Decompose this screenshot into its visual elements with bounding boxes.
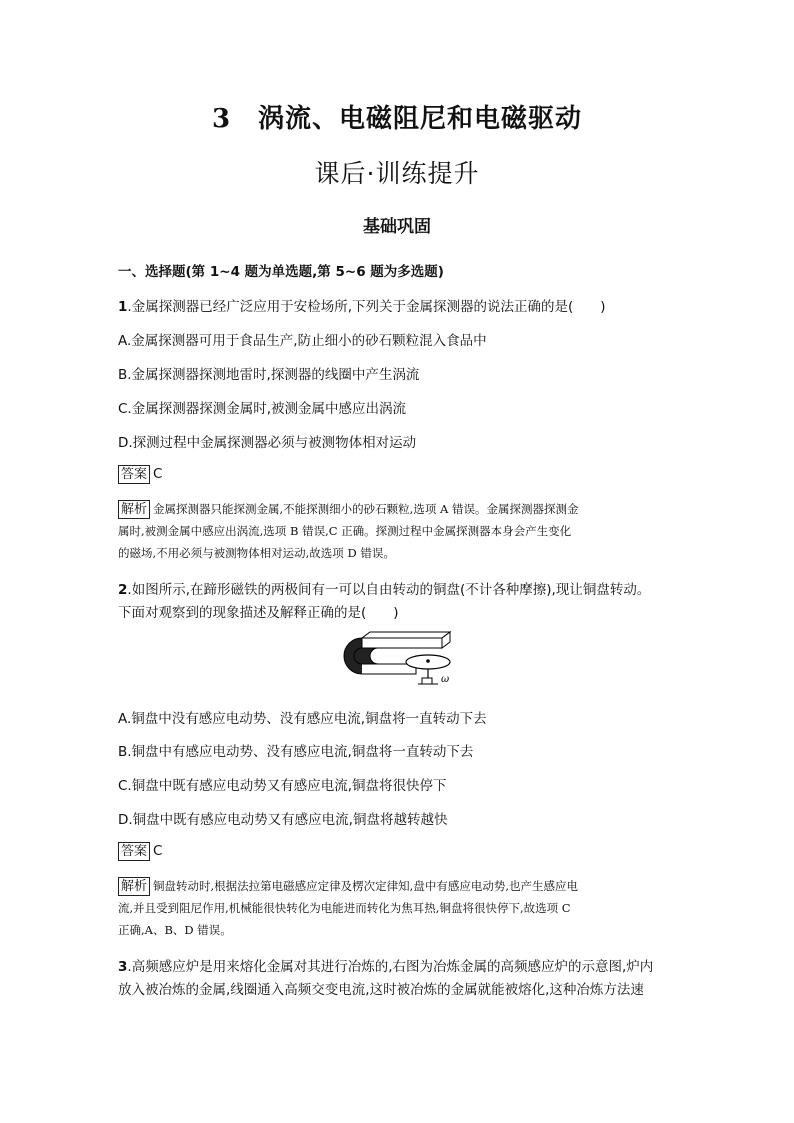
- page-subtitle: 课后·训练提升: [314, 159, 480, 188]
- analysis-line: 的磁场,不用必须与被测物体相对运动,故选项 D 错误。: [118, 546, 395, 560]
- q2-answer: [118, 842, 678, 861]
- q1-option-c: C.金属探测器探测金属时,被测金属中感应出涡流: [118, 401, 407, 417]
- omega-label: ω: [441, 674, 450, 685]
- question-3-stem: [118, 955, 678, 975]
- part-heading-text: 一、选择题(第 1~4 题为单选题,第 5~6 题为多选题): [118, 264, 444, 280]
- analysis-line: 流,并且受到阻尼作用,机械能很快转化为电能进而转化为焦耳热,铜盘将很快停下,故选项 C: [118, 901, 571, 915]
- question-number: 3: [118, 959, 128, 975]
- q1-option-a: A.金属探测器可用于食品生产,防止细小的砂石颗粒混入食品中: [118, 333, 487, 349]
- analysis-line: 属时,被测金属中感应出涡流,选项 B 错误,C 正确。探测过程中金属探测器本身会产生变化: [118, 524, 572, 538]
- question-text: .如图所示,在蹄形磁铁的两极间有一可以自由转动的铜盘(不计各种摩擦),现让铜盘转动。: [127, 582, 651, 598]
- q1-answer: [118, 465, 678, 484]
- question-2-stem: [118, 578, 678, 598]
- answer-value: C: [153, 466, 163, 482]
- section-heading: 基础巩固: [363, 217, 431, 237]
- analysis-text: 金属探测器只能探测金属,不能探测细小的砂石颗粒,选项 A 错误。金属探测器探测金: [153, 502, 579, 516]
- analysis-label: 解析: [118, 877, 150, 896]
- horseshoe-magnet-figure: [338, 630, 458, 692]
- q2-option-d: D.铜盘中既有感应电动势又有感应电流,铜盘将越转越快: [118, 812, 448, 828]
- analysis-label: 解析: [118, 500, 150, 519]
- question-number: 1: [118, 299, 128, 315]
- question-number: 2: [118, 582, 128, 598]
- analysis-line: [118, 498, 678, 520]
- answer-value: C: [153, 843, 163, 859]
- analysis-line: 正确,A、B、D 错误。: [118, 923, 232, 937]
- q1-option-b: B.金属探测器探测地雷时,探测器的线圈中产生涡流: [118, 367, 420, 383]
- q1-analysis: [118, 498, 678, 564]
- analysis-line: [118, 875, 678, 897]
- question-1-stem: [118, 295, 678, 315]
- page-title: 3 涡流、电磁阻尼和电磁驱动: [211, 104, 583, 134]
- q2-analysis: [118, 875, 678, 941]
- part-heading: [118, 260, 678, 280]
- question-text: .高频感应炉是用来熔化金属对其进行冶炼的,右图为冶炼金属的高频感应炉的示意图,炉内: [127, 959, 654, 975]
- question-2-stem-cont: 下面对观察到的现象描述及解释正确的是( ): [118, 605, 399, 621]
- question-3-stem-cont: 放入被冶炼的金属,线圈通入高频交变电流,这时被冶炼的金属就能被熔化,这种冶炼方法速: [118, 982, 644, 998]
- answer-label: 答案: [118, 465, 150, 484]
- q2-option-b: B.铜盘中有感应电动势、没有感应电流,铜盘将一直转动下去: [118, 744, 474, 760]
- question-text: .金属探测器已经广泛应用于安检场所,下列关于金属探测器的说法正确的是( ): [127, 299, 606, 315]
- q2-option-c: C.铜盘中既有感应电动势又有感应电流,铜盘将很快停下: [118, 778, 447, 794]
- q1-option-d: D.探测过程中金属探测器必须与被测物体相对运动: [118, 435, 417, 451]
- answer-label: 答案: [118, 842, 150, 861]
- q2-option-a: A.铜盘中没有感应电动势、没有感应电流,铜盘将一直转动下去: [118, 711, 487, 727]
- analysis-text: 铜盘转动时,根据法拉第电磁感应定律及楞次定律知,盘中有感应电动势,也产生感应电: [153, 879, 578, 893]
